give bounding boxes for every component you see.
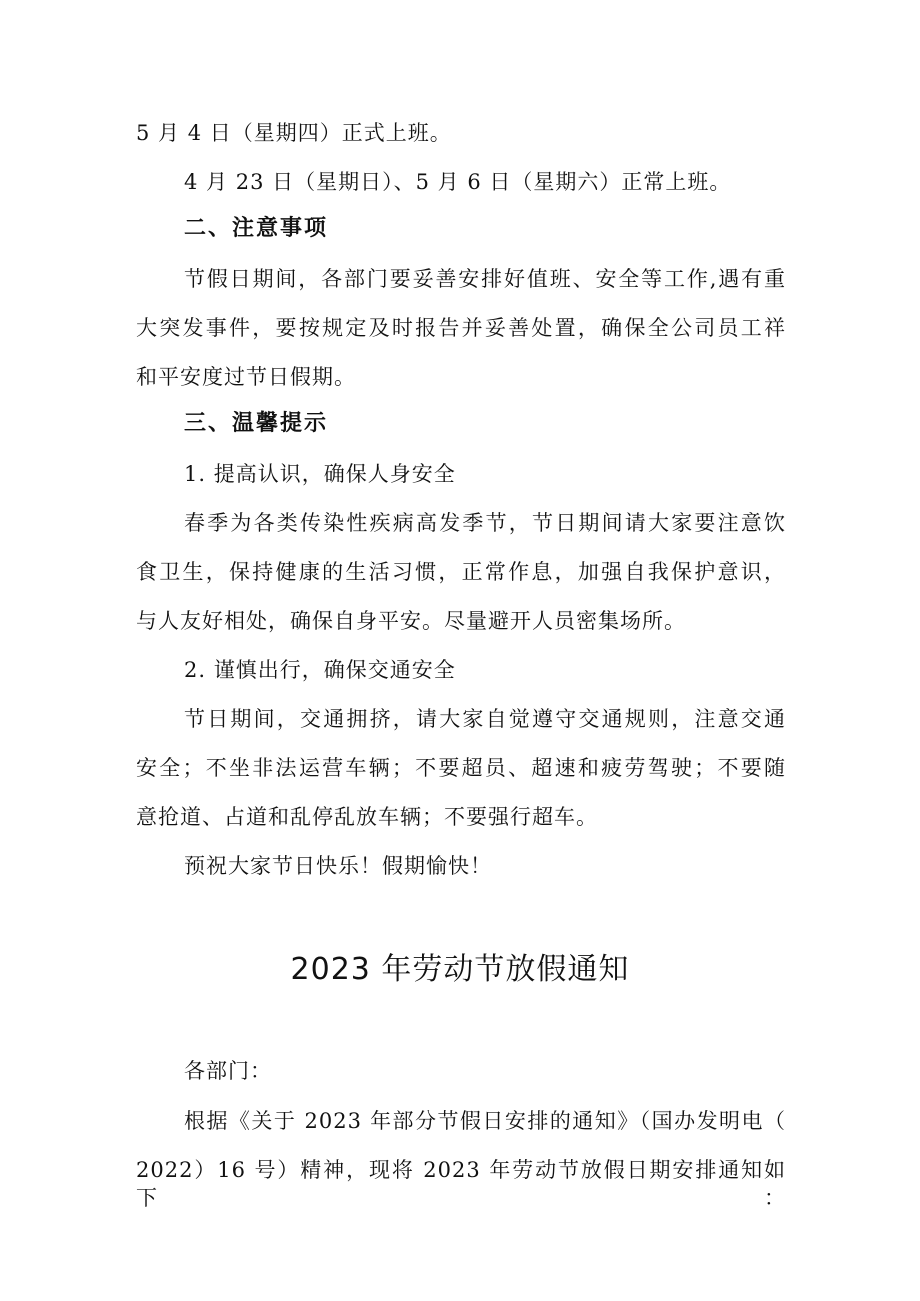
tip1-line-1: 春季为各类传染性疾病高发季节，节日期间请大家要注意饮 [184, 511, 786, 535]
tip2-line-3: 意抢道、占道和乱停乱放车辆；不要强行超车。 [136, 805, 598, 829]
tip2-line-1: 节日期间，交通拥挤，请大家自觉遵守交通规则，注意交通 [184, 707, 786, 731]
tip1-line-2: 食卫生，保持健康的生活习惯，正常作息，加强自我保护意识， [136, 560, 786, 584]
notes-line-2: 大突发事件，要按规定及时报告并妥善处置，确保全公司员工祥 [136, 316, 786, 340]
intro-line-2: 2022）16 号）精神，现将 2023 年劳动节放假日期安排通知如下： [136, 1158, 786, 1210]
start-date-line: 5 月 4 日（星期四）正式上班。 [136, 121, 452, 145]
tip1-line-3: 与人友好相处，确保自身平安。尽量避开人员密集场所。 [136, 609, 686, 633]
notes-line-1: 节假日期间，各部门要妥善安排好值班、安全等工作,遇有重 [184, 267, 786, 291]
intro-line-1: 根据《关于 2023 年部分节假日安排的通知》（国办发明电（ [184, 1109, 786, 1133]
tip1-title: 1. 提高认识，确保人身安全 [184, 462, 456, 486]
notes-line-3: 和平安度过节日假期。 [136, 365, 356, 389]
work-days-line: 4 月 23 日（星期日）、5 月 6 日（星期六）正常上班。 [184, 170, 732, 194]
closing-line: 预祝大家节日快乐！假期愉快！ [184, 854, 492, 878]
tip2-line-2: 安全；不坐非法运营车辆；不要超员、超速和疲劳驾驶；不要随 [136, 756, 786, 780]
heading-notes: 二、注意事项 [184, 216, 329, 241]
tip2-title: 2. 谨慎出行，确保交通安全 [184, 658, 456, 682]
salutation: 各部门： [184, 1059, 272, 1083]
heading-tips: 三、温馨提示 [184, 411, 329, 436]
notice-title: 2023 年劳动节放假通知 [290, 952, 630, 987]
